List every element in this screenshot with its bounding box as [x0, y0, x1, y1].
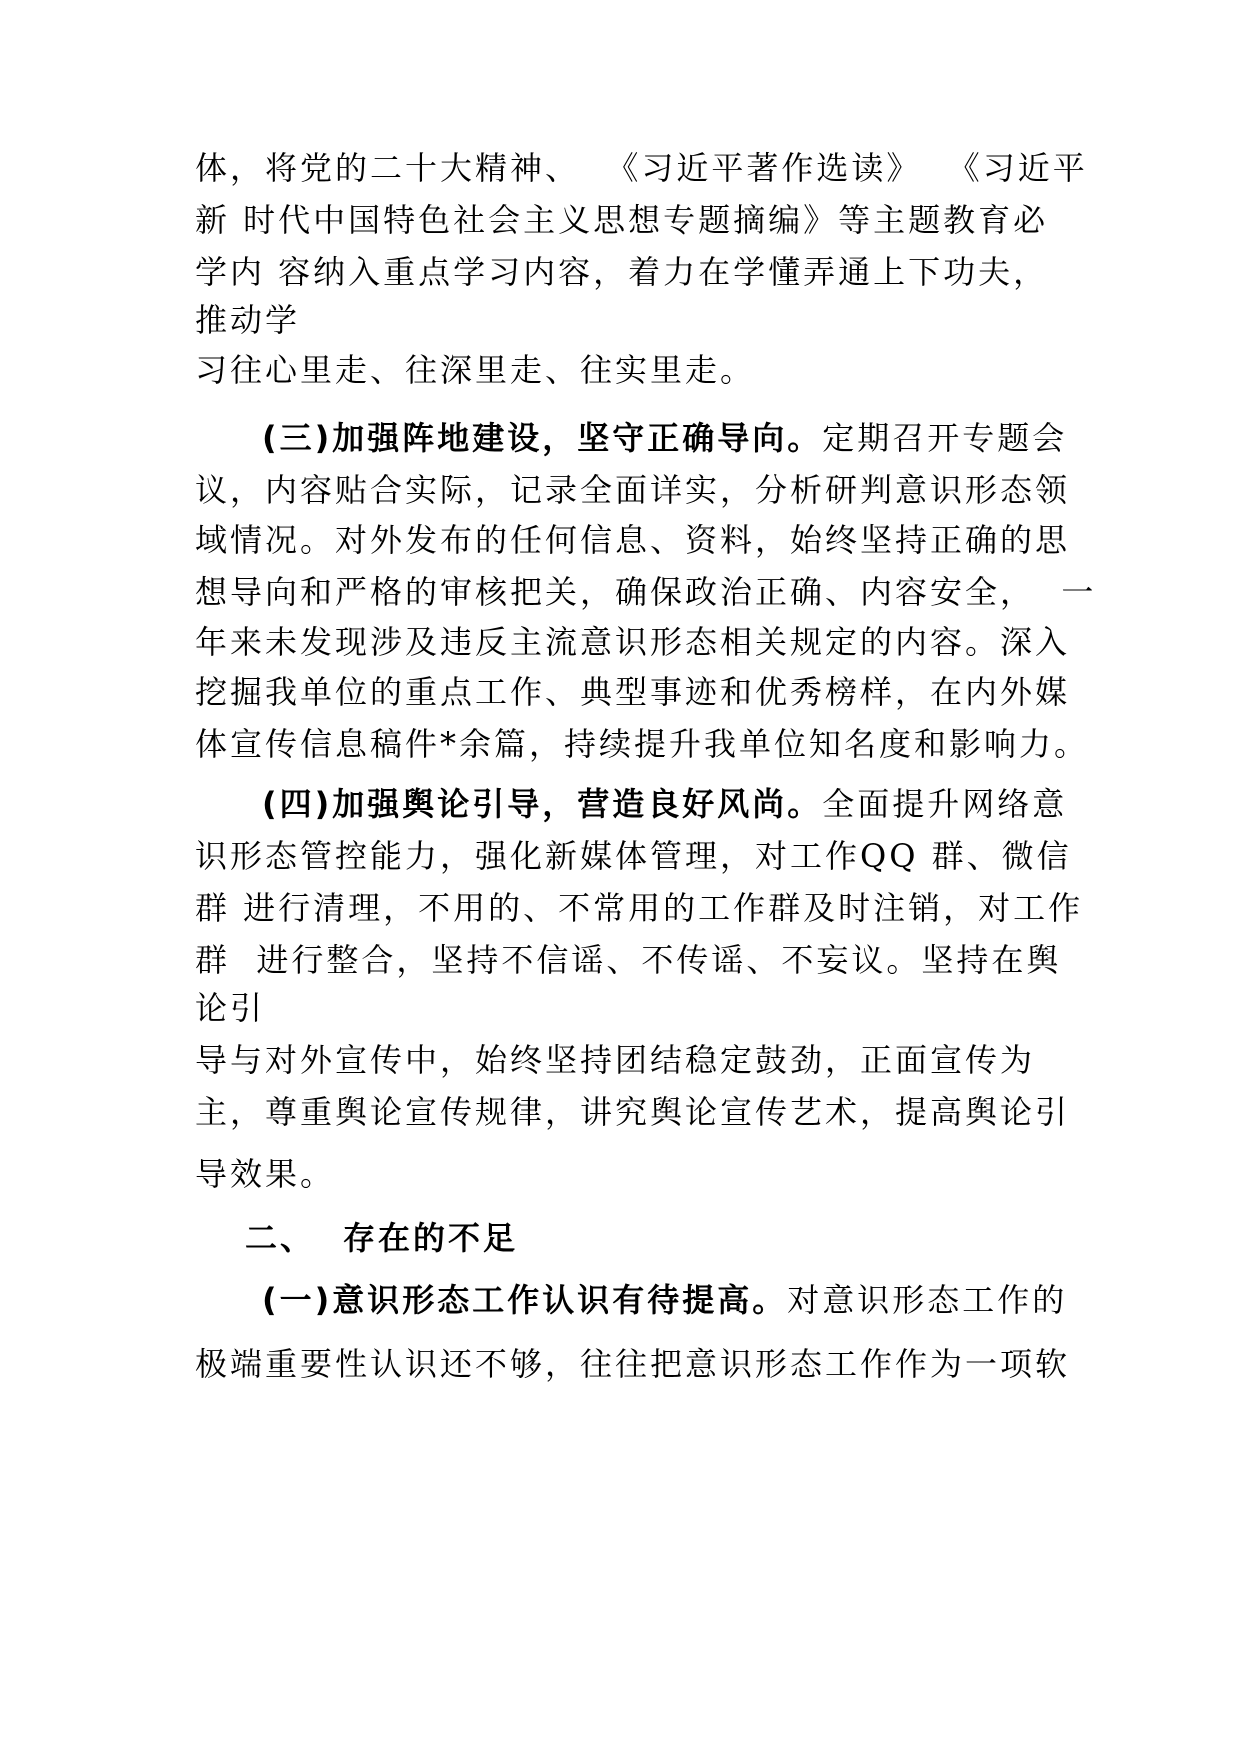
paragraph-heading-text: (四)加强舆论引导，营造良好风尚。 — [262, 785, 823, 823]
text-line: 导与对外宣传中，始终坚持团结稳定鼓劲，正面宣传为 — [195, 1041, 1036, 1079]
paragraph-text: 全面提升网络意 — [822, 785, 1068, 823]
paragraph-heading-text: (一)意识形态工作认识有待提高。 — [262, 1281, 788, 1319]
text-line: 挖掘我单位的重点工作、典型事迹和优秀榜样，在内外媒 — [195, 673, 1071, 711]
text-line: 想导向和严格的审核把关，确保政治正确、内容安全， 一 — [195, 573, 1097, 611]
paragraph-heading-text: (三)加强阵地建设，坚守正确导向。 — [262, 419, 823, 457]
section-number: 二、 — [245, 1219, 316, 1257]
text-line: 年来未发现涉及违反主流意识形态相关规定的内容。深入 — [195, 623, 1071, 661]
paragraph-text: 对意识形态工作的 — [787, 1281, 1068, 1319]
text-line: 群 进行整合，坚持不信谣、不传谣、不妄议。坚持在舆 — [195, 941, 1062, 979]
text-line: 导效果。 — [195, 1155, 336, 1193]
text-line: 学内 容纳入重点学习内容，着力在学懂弄通上下功夫， — [195, 253, 1049, 291]
text-line: 新 时代中国特色社会主义思想专题摘编》等主题教育必 — [195, 201, 1049, 239]
text-line: 议，内容贴合实际，记录全面详实，分析研判意识形态领 — [195, 471, 1071, 509]
text-line: 习往心里走、往深里走、往实里走。 — [195, 351, 756, 389]
section-heading — [245, 1218, 518, 1258]
text-line: 极端重要性认识还不够，往往把意识形态工作作为一项软 — [195, 1345, 1071, 1383]
paragraph-text: 定期召开专题会 — [822, 419, 1068, 457]
text-line: 域情况。对外发布的任何信息、资料，始终坚持正确的思 — [195, 521, 1071, 559]
paragraph-heading-1 — [262, 1280, 1067, 1320]
paragraph-heading-3 — [262, 418, 1067, 458]
text-line: 体宣传信息稿件*余篇，持续提升我单位知名度和影响力。 — [195, 725, 1090, 763]
text-line: 群 进行清理，不用的、不常用的工作群及时注销，对工作 — [195, 889, 1084, 927]
text-line: 识形态管控能力，强化新媒体管理，对工作QQ 群、微信 — [195, 837, 1072, 875]
text-line: 主，尊重舆论宣传规律，讲究舆论宣传艺术，提高舆论引 — [195, 1093, 1071, 1131]
paragraph-heading-4 — [262, 784, 1067, 824]
text-line: 论引 — [195, 989, 266, 1027]
text-line: 推动学 — [195, 301, 301, 339]
text-line: 体，将党的二十大精神、 《习近平著作选读》 《习近平 — [195, 149, 1088, 187]
section-title: 存在的不足 — [343, 1219, 519, 1257]
